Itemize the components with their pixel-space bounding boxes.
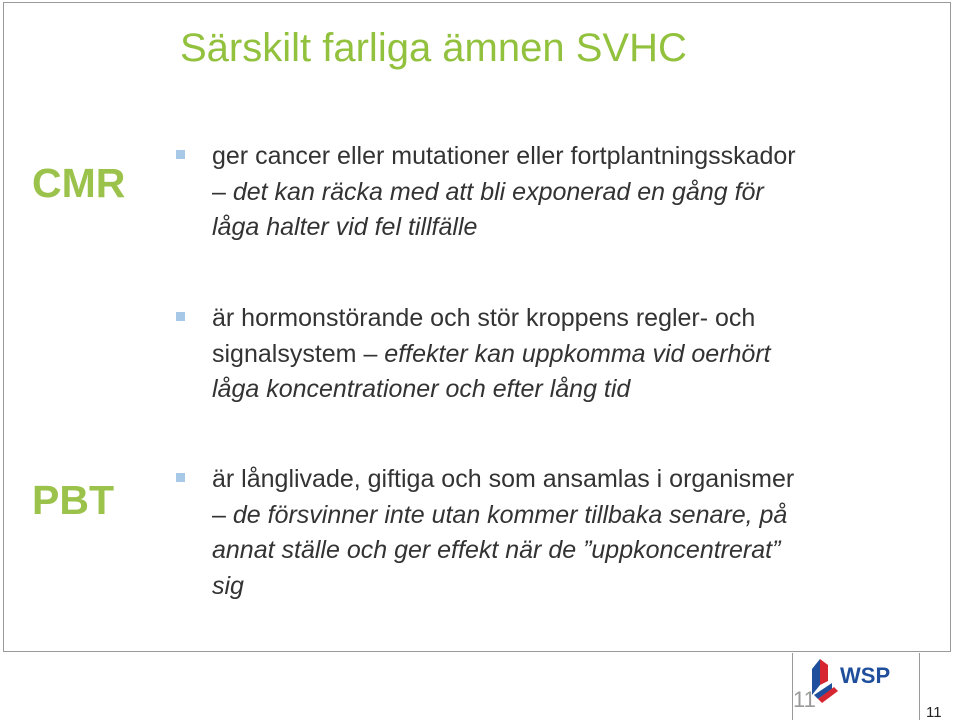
bullet-square-icon	[176, 150, 185, 159]
logo-text: WSP	[840, 663, 891, 688]
page-number-left: 11	[793, 687, 816, 712]
wsp-logo-icon	[810, 655, 910, 703]
bullet-text: är långlivade, giftiga och som ansamlas i organismer	[212, 465, 795, 493]
bullet-hormone	[176, 301, 771, 408]
bullet-square-icon	[176, 312, 185, 321]
bullet-text-italic: låga halter vid fel tillfälle	[212, 213, 478, 241]
bullet-text-italic: annat ställe och ger effekt när de ”uppkoncentrerat”	[212, 536, 781, 564]
dash: –	[212, 500, 226, 529]
dash: –	[356, 339, 378, 368]
bullet-text-italic: låga koncentrationer och efter lång tid	[212, 375, 631, 403]
dash: –	[212, 177, 226, 206]
bullet-text-italic: de försvinner inte utan kommer tillbaka senare, på	[225, 500, 788, 529]
label-cmr: CMR	[32, 160, 126, 206]
bullet-pbt	[176, 462, 794, 604]
bullet-text: är hormonstörande och stör kroppens regler- och	[212, 304, 756, 332]
page-number-right: 11	[926, 704, 942, 721]
bullet-text-italic: sig	[212, 571, 244, 600]
bullet-text: signalsystem	[212, 339, 357, 368]
bullet-cmr	[176, 139, 796, 246]
label-pbt: PBT	[32, 477, 114, 523]
bullet-text-italic: det kan räcka med att bli exponerad en gång för	[225, 177, 764, 206]
bullet-square-icon	[176, 473, 185, 482]
bullet-text-italic: effekter kan uppkomma vid oerhört	[377, 339, 771, 368]
bullet-text: ger cancer eller mutationer eller fortplantningsskador	[212, 142, 796, 170]
slide-title: Särskilt farliga ämnen SVHC	[180, 26, 687, 70]
